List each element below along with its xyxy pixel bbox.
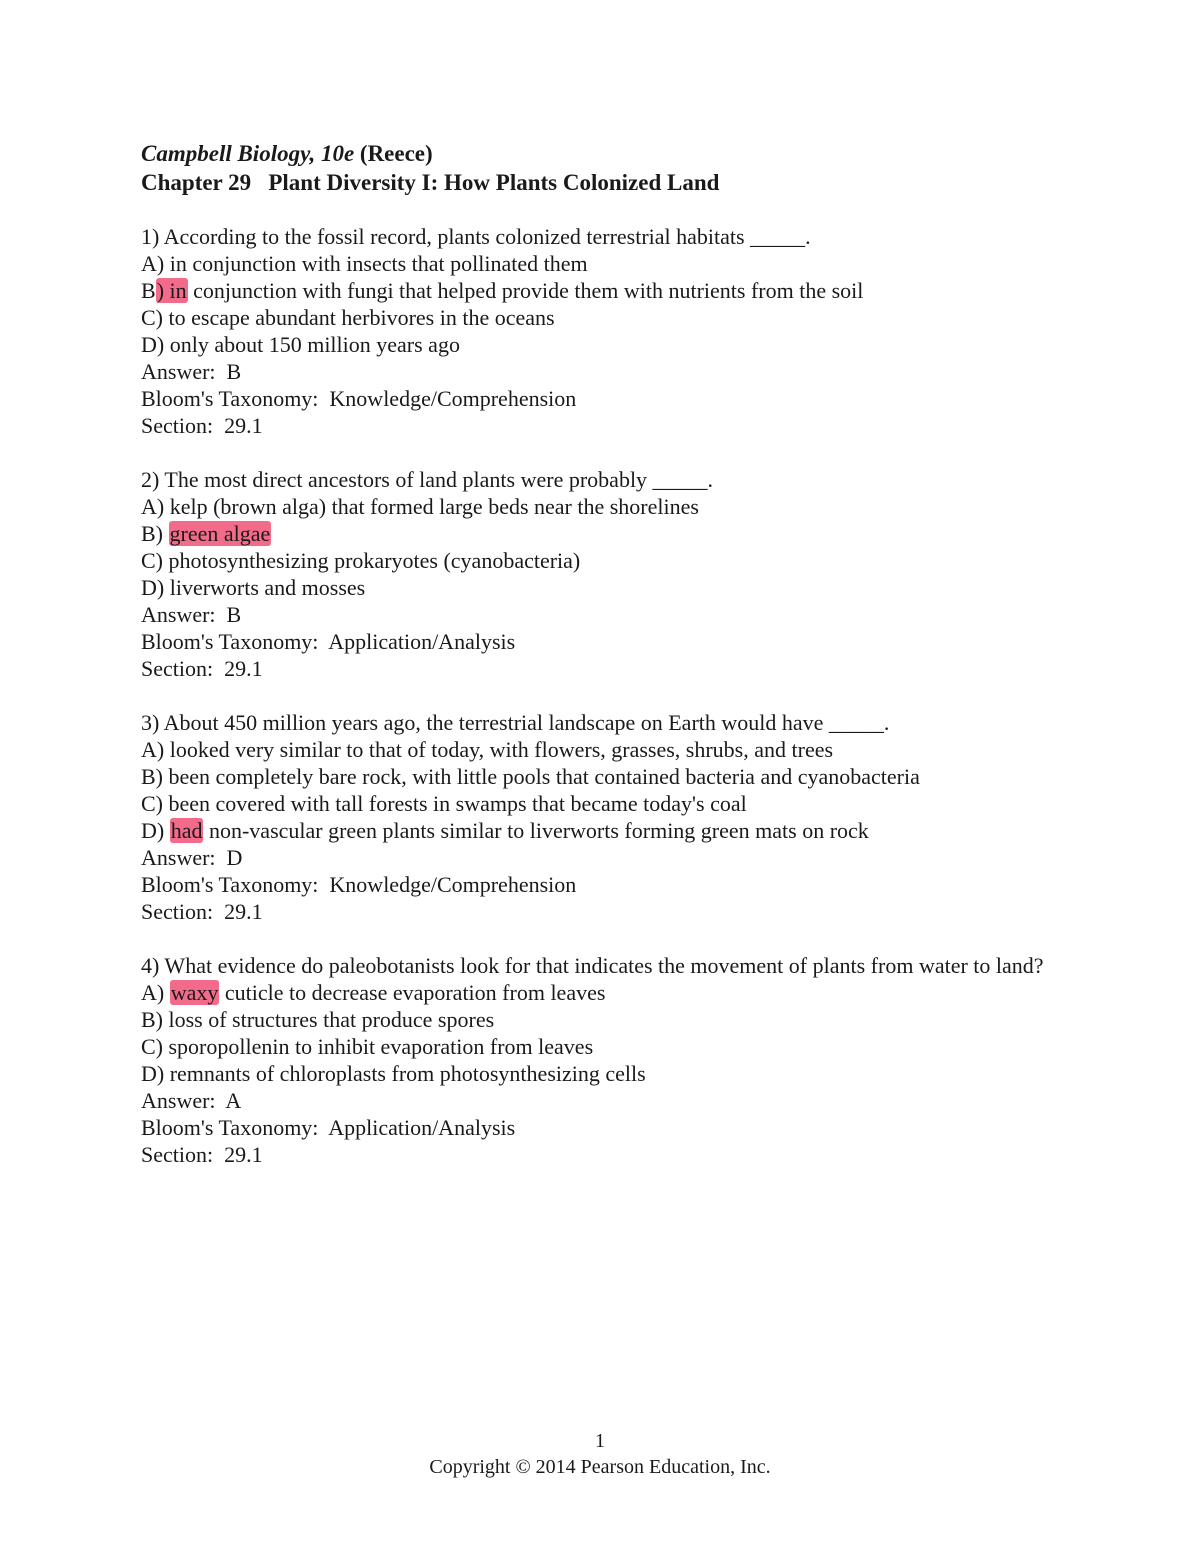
book-title: Campbell Biology, 10e [141, 141, 355, 166]
question-stem: 4) What evidence do paleobotanists look for that indicates the movement of plants from water to land? [141, 953, 1044, 978]
option-text: C) photosynthesizing prokaryotes (cyanobacteria) [141, 548, 581, 573]
copyright-notice: Copyright © 2014 Pearson Education, Inc. [429, 1456, 771, 1478]
question-stem: 1) According to the fossil record, plants colonized terrestrial habitats _____. [141, 224, 811, 249]
option-text: C) been covered with tall forests in swamps that became today's coal [141, 791, 747, 816]
option-text: A) looked very similar to that of today, with flowers, grasses, shrubs, and trees [141, 737, 834, 762]
section-ref: Section: 29.1 [141, 899, 263, 924]
answer-key: Answer: B [141, 602, 242, 627]
question-stem: 2) The most direct ancestors of land plants were probably _____. [141, 467, 714, 492]
chapter-heading: Chapter 29 Plant Diversity I: How Plants Colonized Land [141, 170, 720, 195]
question-block [141, 709, 1081, 925]
option-text: A) in conjunction with insects that pollinated them [141, 251, 588, 276]
bloom-taxonomy: Bloom's Taxonomy: Application/Analysis [141, 629, 516, 654]
question-block [141, 466, 1081, 682]
option-text: D) only about 150 million years ago [141, 332, 460, 357]
option-text: A) [141, 980, 170, 1005]
section-ref: Section: 29.1 [141, 413, 263, 438]
highlighted-text: waxy [170, 980, 219, 1005]
answer-option [141, 574, 1081, 601]
answer-option [141, 790, 1081, 817]
option-text: D) remnants of chloroplasts from photosynthesizing cells [141, 1061, 646, 1086]
highlighted-text: green algae [169, 521, 271, 546]
question-stem: 3) About 450 million years ago, the terrestrial landscape on Earth would have _____. [141, 710, 890, 735]
book-author: (Reece) [354, 141, 433, 166]
answer-option [141, 547, 1081, 574]
question-list [141, 223, 1081, 1168]
answer-option [141, 520, 1081, 547]
answer-option [141, 331, 1081, 358]
option-text: B) been completely bare rock, with little pools that contained bacteria and cyanobacteria [141, 764, 920, 789]
answer-option [141, 817, 1081, 844]
answer-option [141, 1033, 1081, 1060]
answer-option [141, 250, 1081, 277]
book-title-line [141, 139, 1081, 168]
option-text: D) liverworts and mosses [141, 575, 366, 600]
answer-key: Answer: A [141, 1088, 242, 1113]
document-body [141, 139, 1081, 1195]
question-block [141, 952, 1081, 1168]
option-text: cuticle to decrease evaporation from leaves [219, 980, 606, 1005]
page-number: 1 [595, 1430, 605, 1452]
highlighted-text: had [170, 818, 203, 843]
bloom-taxonomy: Bloom's Taxonomy: Knowledge/Comprehension [141, 872, 577, 897]
question-block [141, 223, 1081, 439]
option-text: B) loss of structures that produce spores [141, 1007, 495, 1032]
answer-option [141, 763, 1081, 790]
section-ref: Section: 29.1 [141, 1142, 263, 1167]
answer-option [141, 1060, 1081, 1087]
option-text: C) sporopollenin to inhibit evaporation from leaves [141, 1034, 594, 1059]
answer-option [141, 736, 1081, 763]
answer-option [141, 979, 1081, 1006]
option-text: D) [141, 818, 170, 843]
option-text: A) kelp (brown alga) that formed large beds near the shorelines [141, 494, 699, 519]
answer-option [141, 493, 1081, 520]
answer-option [141, 304, 1081, 331]
section-ref: Section: 29.1 [141, 656, 263, 681]
option-text: B) [141, 521, 169, 546]
answer-key: Answer: D [141, 845, 243, 870]
option-text: C) to escape abundant herbivores in the oceans [141, 305, 555, 330]
answer-option [141, 1006, 1081, 1033]
answer-option [141, 277, 1081, 304]
option-text: non-vascular green plants similar to liverworts forming green mats on rock [203, 818, 869, 843]
highlighted-text: ) in [156, 278, 187, 303]
bloom-taxonomy: Bloom's Taxonomy: Application/Analysis [141, 1115, 516, 1140]
bloom-taxonomy: Bloom's Taxonomy: Knowledge/Comprehension [141, 386, 577, 411]
option-text: B [141, 278, 156, 303]
option-text: conjunction with fungi that helped provide them with nutrients from the soil [187, 278, 864, 303]
answer-key: Answer: B [141, 359, 242, 384]
